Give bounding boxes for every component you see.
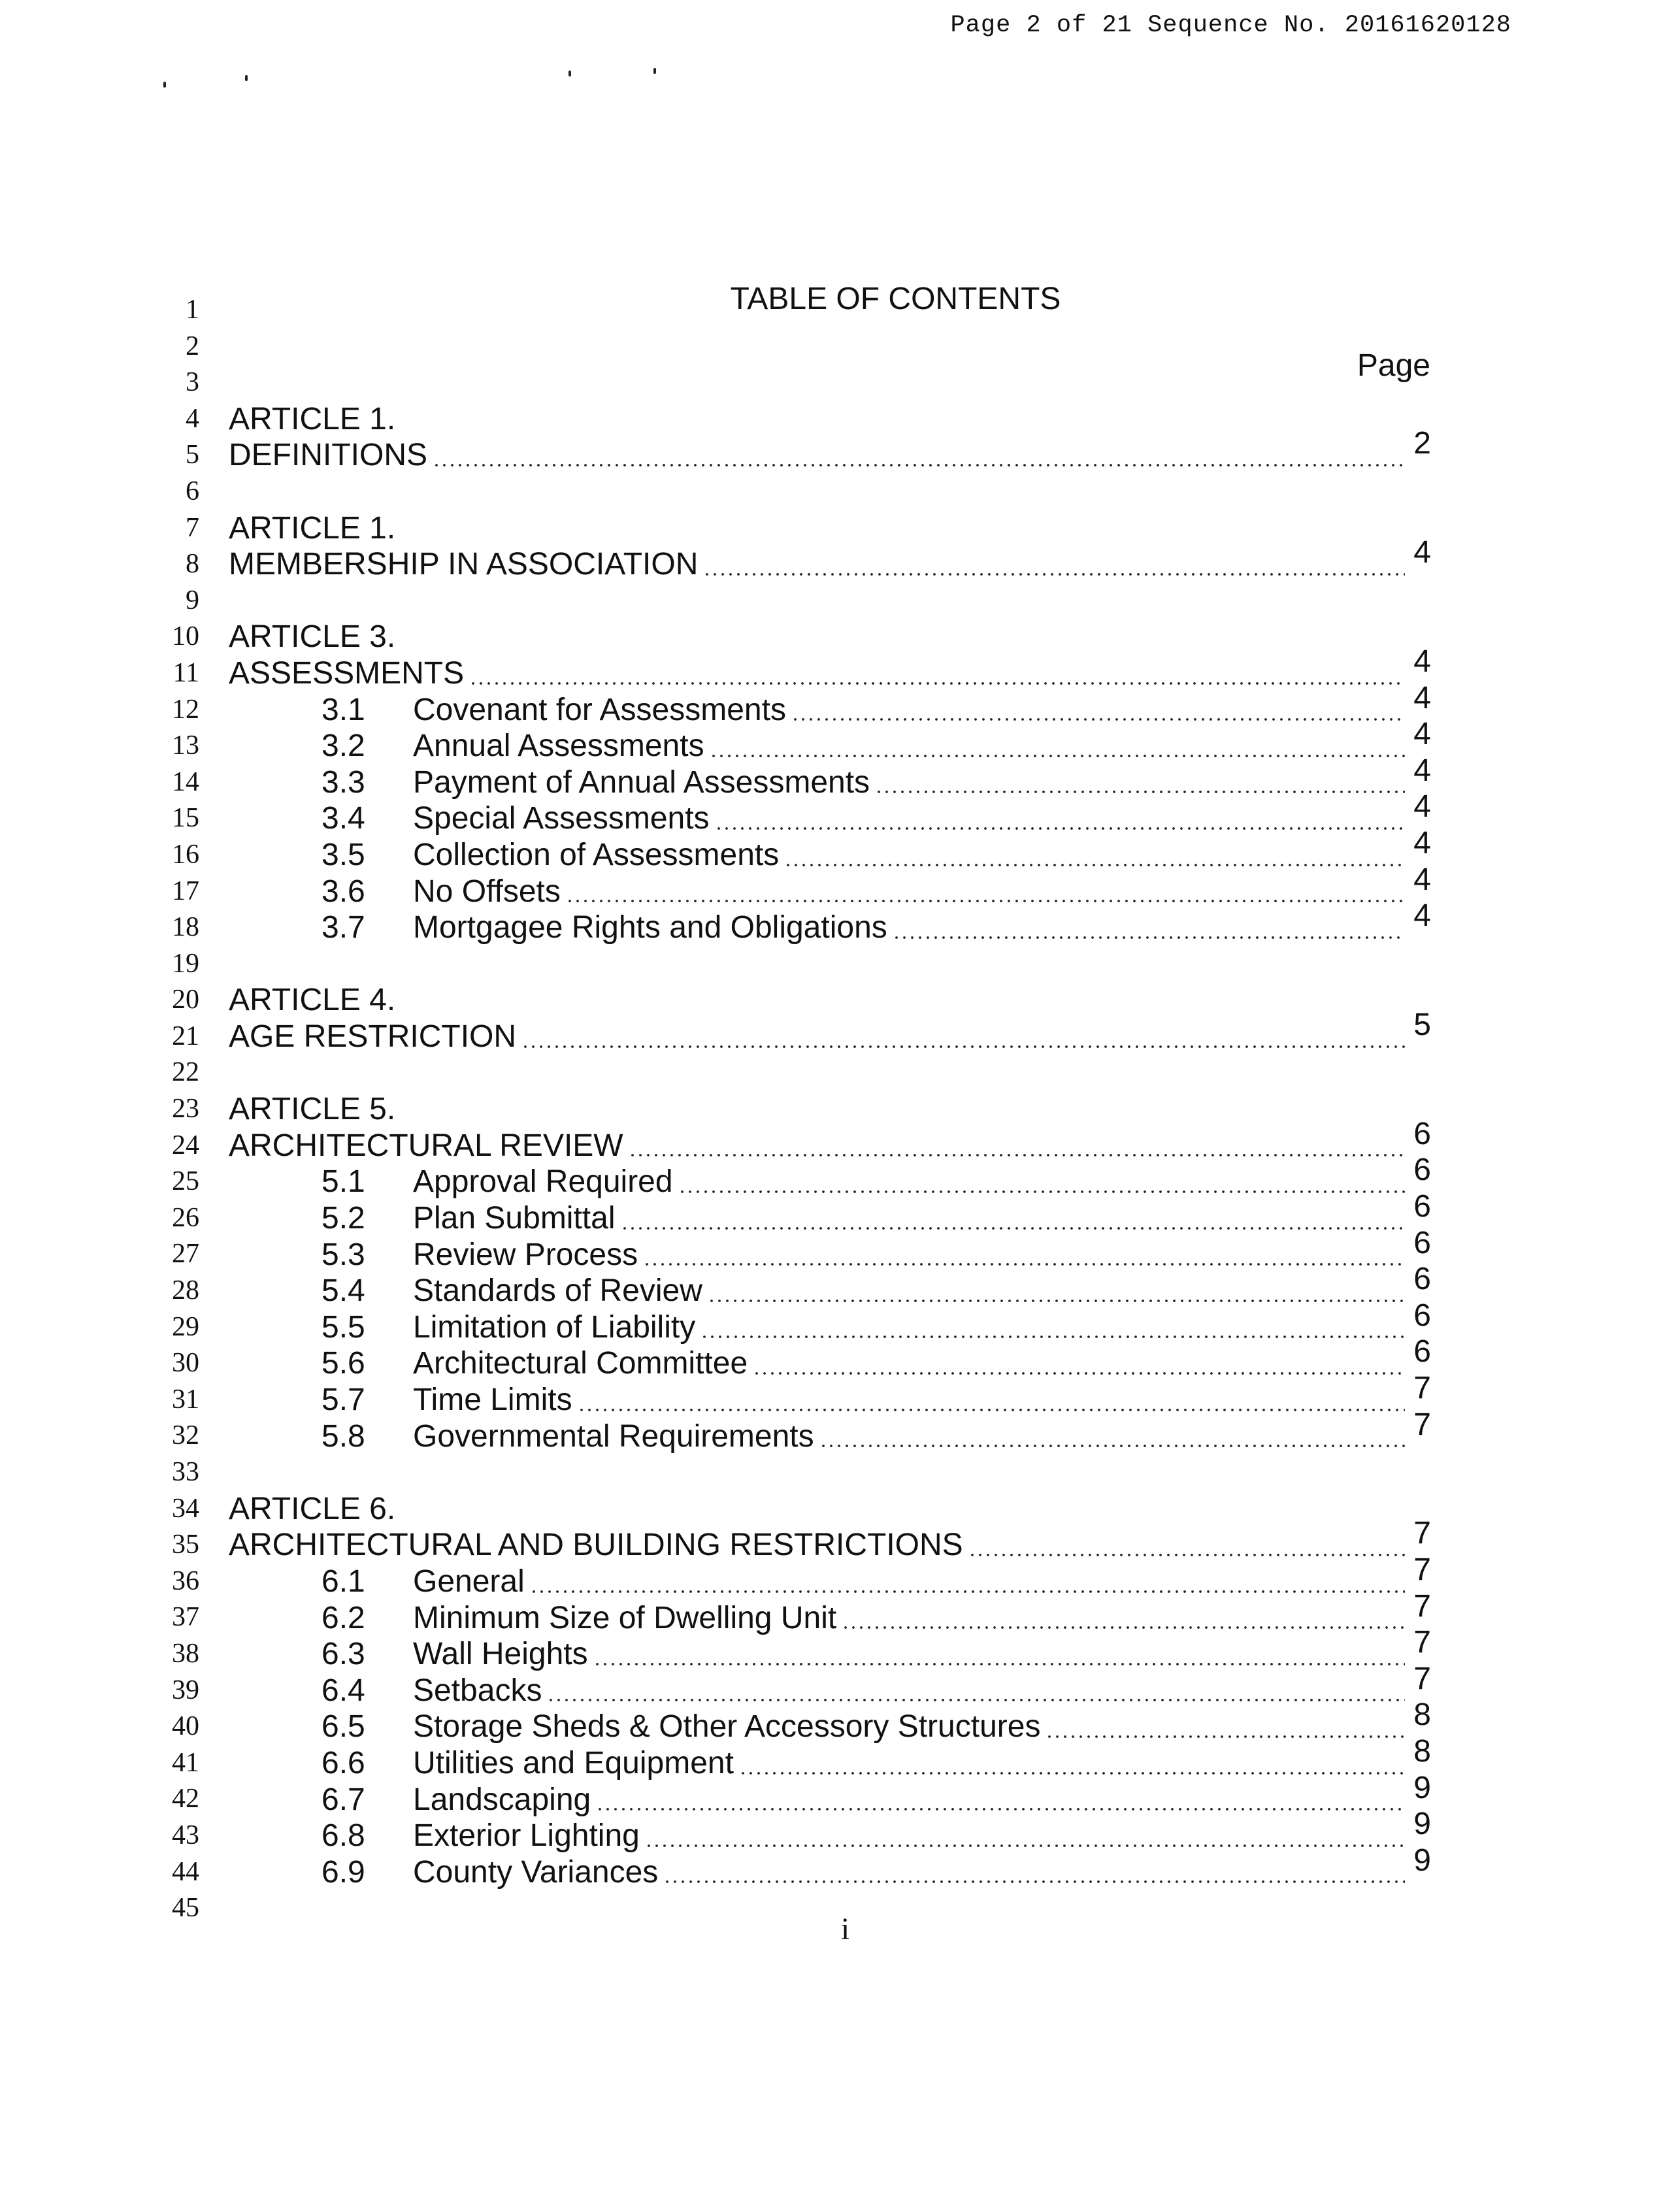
section-number: 5.8	[321, 1418, 365, 1454]
dot-leader	[893, 909, 1405, 946]
page-number: 6	[1413, 1189, 1431, 1224]
page-number: 7	[1413, 1516, 1431, 1551]
line-number: 44	[172, 1856, 199, 1887]
section-number: 6.9	[321, 1854, 365, 1890]
dot-leader	[968, 1527, 1405, 1564]
section-title: Storage Sheds & Other Accessory Structures	[413, 1709, 1041, 1744]
section-title: Utilities and Equipment	[413, 1746, 734, 1780]
section-number: 5.1	[321, 1164, 365, 1200]
article-label-text: ARTICLE 4.	[229, 983, 396, 1018]
line-number: 34	[172, 1493, 199, 1524]
section-title: Exterior Lighting	[413, 1818, 640, 1854]
section-number: 5.4	[321, 1273, 365, 1309]
page-number: 4	[1413, 898, 1431, 934]
scan-speck	[653, 68, 656, 74]
page-number: 7	[1413, 1371, 1431, 1405]
heading-title: DEFINITIONS	[229, 438, 428, 473]
page-number: 8	[1413, 1697, 1431, 1733]
dot-leader	[819, 1418, 1405, 1455]
section-number: 6.5	[321, 1709, 365, 1744]
dot-leader	[875, 764, 1405, 801]
section-title: Annual Assessments	[413, 729, 704, 764]
toc-section-entry	[229, 1770, 1431, 1818]
toc-section-entry	[229, 1661, 1431, 1709]
toc-section-entry	[229, 1189, 1431, 1237]
line-number: 11	[173, 657, 199, 688]
section-number: 3.4	[321, 801, 365, 836]
page-number: 6	[1413, 1116, 1431, 1151]
heading-title: ARCHITECTURAL REVIEW	[229, 1128, 623, 1163]
toc-section-entry	[229, 1334, 1431, 1382]
page-number: 6	[1413, 1334, 1431, 1369]
line-number: 20	[172, 985, 199, 1015]
section-number: 6.2	[321, 1600, 365, 1635]
page-column-label: Page	[1357, 348, 1430, 383]
section-number: 5.6	[321, 1346, 365, 1381]
line-number: 22	[172, 1057, 199, 1088]
toc-section-entry	[229, 826, 1431, 874]
section-number: 3.3	[321, 764, 365, 800]
section-number: 5.5	[321, 1309, 365, 1345]
toc-section-entry	[229, 753, 1431, 801]
page-number: 4	[1413, 862, 1431, 897]
dot-leader	[578, 1382, 1405, 1418]
footer-page-number: i	[840, 1912, 850, 1946]
line-number: 40	[172, 1711, 199, 1742]
section-title: Landscaping	[413, 1782, 591, 1817]
page-number: 9	[1413, 1843, 1431, 1878]
line-number: 43	[172, 1820, 199, 1850]
section-title: No Offsets	[413, 874, 561, 909]
page-title-text: TABLE OF CONTENTS	[730, 282, 1061, 316]
page-number: 6	[1413, 1298, 1431, 1333]
page-number: 7	[1413, 1407, 1431, 1442]
section-title: County Variances	[413, 1854, 659, 1890]
dot-leader	[739, 1745, 1405, 1782]
toc-article-label	[229, 982, 1431, 1019]
toc-article-label	[229, 1491, 1431, 1528]
page-number: 4	[1413, 753, 1431, 788]
line-number: 10	[172, 621, 199, 652]
page-number: 5	[1413, 1007, 1431, 1042]
line-number: 41	[172, 1747, 199, 1778]
dot-leader	[784, 837, 1405, 874]
dot-leader	[708, 1273, 1405, 1309]
heading-title: ASSESSMENTS	[229, 656, 465, 691]
section-number: 3.2	[321, 729, 365, 764]
toc-article-heading	[229, 426, 1431, 474]
line-number: 8	[186, 549, 199, 580]
toc-section-entry	[229, 1625, 1431, 1673]
toc-section-entry	[229, 680, 1431, 729]
line-number: 23	[172, 1094, 199, 1124]
section-number: 6.8	[321, 1818, 365, 1854]
line-number: 42	[172, 1784, 199, 1814]
line-number: 1	[186, 295, 199, 325]
section-title: Governmental Requirements	[413, 1418, 814, 1454]
article-label-text: ARTICLE 1.	[229, 401, 396, 436]
scan-speck	[163, 82, 166, 88]
page-number: 6	[1413, 1153, 1431, 1188]
toc-section-entry	[229, 862, 1431, 910]
section-number: 6.3	[321, 1637, 365, 1672]
dot-leader	[547, 1673, 1405, 1709]
dot-leader	[596, 1782, 1405, 1818]
toc-article-heading	[229, 1516, 1431, 1564]
toc-section-entry	[229, 1588, 1431, 1637]
page-title	[0, 280, 1680, 319]
toc-article-label	[229, 1091, 1431, 1128]
section-title: Standards of Review	[413, 1273, 702, 1309]
page-number: 6	[1413, 1225, 1431, 1260]
toc-article-heading	[229, 644, 1431, 692]
line-number: 15	[172, 803, 199, 834]
dot-leader	[700, 1309, 1405, 1346]
page-number: 6	[1413, 1262, 1431, 1297]
dot-leader	[663, 1854, 1405, 1891]
page-number: 8	[1413, 1734, 1431, 1769]
page-number: 4	[1413, 717, 1431, 752]
toc-section-entry	[229, 1262, 1431, 1309]
page-number: 9	[1413, 1770, 1431, 1805]
line-number: 25	[172, 1166, 199, 1197]
page-number: 4	[1413, 680, 1431, 715]
line-number: 5	[186, 440, 199, 470]
dot-leader	[530, 1564, 1405, 1600]
toc-article-label	[229, 510, 1431, 547]
article-label-text: ARTICLE 5.	[229, 1092, 396, 1127]
section-title: Time Limits	[413, 1383, 572, 1417]
toc-section-entry	[229, 789, 1431, 837]
dot-leader	[703, 546, 1405, 583]
line-number: 36	[172, 1565, 199, 1596]
line-number: 26	[172, 1202, 199, 1233]
line-number: 6	[186, 476, 199, 506]
section-title: Limitation of Liability	[413, 1309, 696, 1345]
line-number: 24	[172, 1130, 199, 1160]
section-title: Review Process	[413, 1237, 638, 1272]
line-number: 14	[172, 766, 199, 797]
toc-section-entry	[229, 1552, 1431, 1600]
page-number: 4	[1413, 644, 1431, 679]
line-number: 29	[172, 1311, 199, 1342]
page-number: 7	[1413, 1588, 1431, 1624]
line-number: 18	[172, 912, 199, 943]
line-number: 21	[172, 1021, 199, 1051]
dot-leader	[593, 1636, 1405, 1673]
toc-article-heading	[229, 535, 1431, 583]
dot-leader	[791, 692, 1405, 729]
section-title: Architectural Committee	[413, 1346, 748, 1381]
dot-leader	[629, 1128, 1405, 1164]
dot-leader	[753, 1345, 1405, 1382]
section-title: Special Assessments	[413, 801, 710, 836]
dot-leader	[469, 655, 1405, 692]
toc-section-entry	[229, 717, 1431, 764]
line-number: 16	[172, 839, 199, 870]
line-numbers	[134, 292, 199, 1927]
line-number: 7	[186, 512, 199, 543]
scan-speck	[245, 75, 248, 81]
scan-speck	[568, 71, 571, 76]
toc-section-entry	[229, 1407, 1431, 1455]
toc-article-label	[229, 619, 1431, 655]
dot-leader	[1046, 1709, 1405, 1745]
scan-specks	[0, 65, 1680, 105]
line-number: 35	[172, 1530, 199, 1560]
page-number: 7	[1413, 1661, 1431, 1696]
page-number: 4	[1413, 789, 1431, 825]
heading-title: ARCHITECTURAL AND BUILDING RESTRICTIONS	[229, 1528, 963, 1563]
toc-section-entry	[229, 1843, 1431, 1891]
article-label-text: ARTICLE 1.	[229, 510, 396, 546]
section-number: 3.5	[321, 838, 365, 872]
toc-section-entry	[229, 1371, 1431, 1418]
section-title: Covenant for Assessments	[413, 692, 786, 727]
section-title: Setbacks	[413, 1673, 542, 1708]
article-label-text: ARTICLE 6.	[229, 1491, 396, 1526]
page-number: 2	[1413, 426, 1431, 461]
line-number: 45	[172, 1893, 199, 1924]
page-number: 4	[1413, 826, 1431, 860]
section-title: Approval Required	[413, 1164, 673, 1200]
line-number: 17	[172, 876, 199, 906]
toc-section-entry	[229, 1807, 1431, 1854]
section-number: 6.4	[321, 1673, 365, 1708]
section-number: 5.3	[321, 1237, 365, 1272]
section-number: 6.6	[321, 1746, 365, 1780]
page-number: 9	[1413, 1807, 1431, 1842]
toc-section-entry	[229, 1697, 1431, 1745]
section-title: Collection of Assessments	[413, 838, 780, 872]
toc-article-heading	[229, 1007, 1431, 1055]
line-number: 32	[172, 1420, 199, 1451]
section-number: 3.6	[321, 874, 365, 909]
line-number: 2	[186, 331, 199, 361]
section-title: Wall Heights	[413, 1637, 588, 1672]
heading-title: MEMBERSHIP IN ASSOCIATION	[229, 547, 699, 582]
dot-leader	[645, 1818, 1405, 1854]
section-number: 5.2	[321, 1201, 365, 1236]
dot-leader	[715, 800, 1405, 837]
toc-article-heading	[229, 1116, 1431, 1164]
toc-section-entry	[229, 898, 1431, 946]
section-number: 3.1	[321, 692, 365, 727]
toc-section-entry	[229, 1734, 1431, 1782]
toc-section-entry	[229, 1153, 1431, 1200]
line-number: 13	[172, 730, 199, 761]
dot-leader	[433, 437, 1405, 474]
dot-leader	[678, 1164, 1405, 1200]
line-number: 39	[172, 1675, 199, 1705]
dot-leader	[621, 1200, 1406, 1237]
toc-section-entry	[229, 1225, 1431, 1273]
toc-section-entry	[229, 1298, 1431, 1346]
page-sequence-stamp: Page 2 of 21 Sequence No. 20161620128	[950, 12, 1511, 39]
line-number: 28	[172, 1275, 199, 1306]
line-number: 9	[186, 585, 199, 615]
section-number: 3.7	[321, 910, 365, 945]
line-number: 12	[172, 694, 199, 725]
section-title: Payment of Annual Assessments	[413, 764, 870, 800]
line-number: 27	[172, 1239, 199, 1269]
dot-leader	[842, 1600, 1405, 1637]
article-label-text: ARTICLE 3.	[229, 619, 396, 655]
section-title: Minimum Size of Dwelling Unit	[413, 1600, 837, 1635]
dot-leader	[643, 1237, 1405, 1273]
section-title: Mortgagee Rights and Obligations	[413, 910, 887, 945]
page-number: 7	[1413, 1625, 1431, 1660]
section-number: 5.7	[321, 1383, 365, 1417]
line-number: 33	[172, 1457, 199, 1487]
dot-leader	[710, 728, 1405, 764]
section-number: 6.1	[321, 1564, 365, 1599]
line-number: 3	[186, 367, 199, 398]
line-number: 4	[186, 403, 199, 434]
section-title: Plan Submittal	[413, 1201, 616, 1236]
page-number: 7	[1413, 1552, 1431, 1587]
toc-article-label	[229, 401, 1431, 438]
section-number: 6.7	[321, 1782, 365, 1817]
page-number: 4	[1413, 535, 1431, 570]
dot-leader	[566, 874, 1405, 910]
heading-title: AGE RESTRICTION	[229, 1019, 517, 1054]
line-number: 31	[172, 1384, 199, 1415]
page-footer	[0, 1911, 1680, 1947]
line-number: 37	[172, 1602, 199, 1633]
dot-leader	[521, 1019, 1405, 1055]
line-number: 30	[172, 1348, 199, 1379]
section-title: General	[413, 1564, 525, 1599]
line-number: 19	[172, 948, 199, 979]
line-number: 38	[172, 1638, 199, 1669]
